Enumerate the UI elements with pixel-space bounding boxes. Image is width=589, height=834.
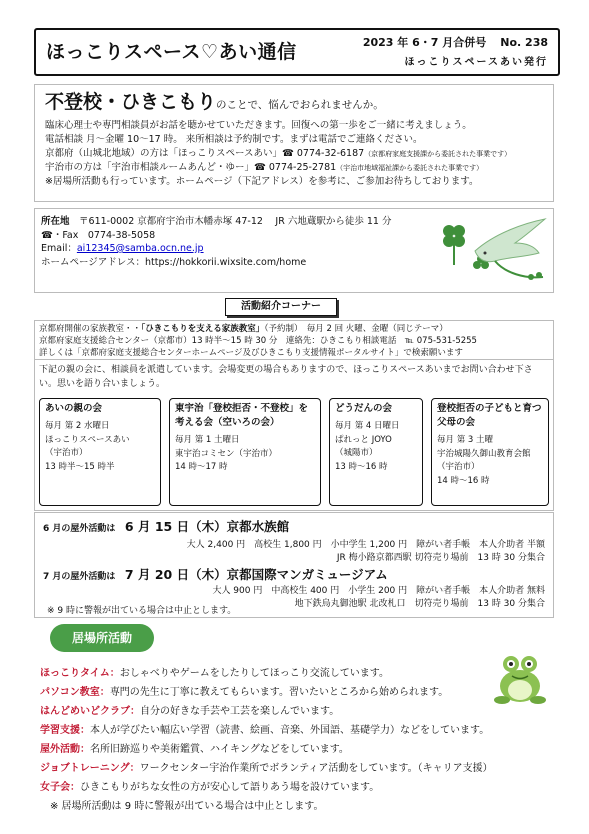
july-outing-fee: 大人 900 円 中高校生 400 円 小学生 200 円 障がい者手帳 本人介助者 無料 [212, 586, 545, 596]
ibasho-note: ※ 居場所活動は 9 時に警報が出ている場合は中止とします。 [50, 801, 324, 812]
address-box [34, 208, 554, 293]
family-class-body [39, 323, 477, 359]
publisher: ほっこりスペースあい発行 [404, 57, 548, 68]
activity-section-title: 活動紹介コーナー [225, 298, 337, 316]
june-outing-heading: 6 月の屋外活動は 6 月 15 日（木）京都水族館 [43, 519, 290, 534]
homepage-line[interactable]: ホームページアドレス：https://hokkorii.wixsite.com/home [41, 256, 307, 268]
ibasho-item-key: ジョブトレーニング： [40, 763, 140, 774]
ibasho-item: ほっこりタイム：おしゃべりやゲームをしたりしてほっこり交流しています。 [40, 668, 390, 679]
address-label: 所在地 [41, 216, 70, 227]
group-card [431, 398, 549, 506]
ibasho-list [40, 664, 493, 816]
outdoor-activities-box [34, 512, 554, 618]
ibasho-item-key: パソコン教室： [40, 687, 110, 698]
ibasho-item: ジョブトレーニング：ワークセンター宇治作業所でボランティア活動をしています。（キャリア支援） [40, 763, 493, 774]
dove-clover-icon [435, 213, 553, 291]
intro-line-kyoto: 京都府（山城北地域）の方は「ほっこりスペースあい」☎ 0774-32-6187（京都府家庭支援課から委託された事業です） [45, 148, 512, 159]
family-class-box [34, 320, 554, 360]
issue-number: No. 238 [500, 36, 548, 49]
issue-date: 2023 年 6・7 月合併号 [362, 36, 487, 49]
ibasho-item-key: 女子会： [40, 782, 80, 793]
ibasho-item: 女子会：ひきこもりがちな女性の方が安心して語りあう場を設けています。 [40, 782, 380, 793]
intro-big-text: 不登校・ひきこもり [45, 91, 217, 113]
intro-note: （京都府家庭支援課から委託された事業です） [364, 150, 512, 158]
family-class-line: 京都府家庭支援総合センター（京都市）13 時半～15 時 30 分 連絡先：ひきこもり相談電話 ℡ 075-531-5255 [39, 336, 477, 346]
telfax-line: ☎・Fax 0774-38-5058 [41, 229, 156, 241]
group-card [169, 398, 321, 506]
intro-line-uji: 宇治市の方は「宇治市相談ルームあんど・ゆー」☎ 0774-25-2781（宇治市地域福祉課から委託された事業です） [45, 162, 484, 173]
june-outing-fee: 大人 2,400 円 高校生 1,800 円 小中学生 1,200 円 障がい者手帳 本人介助者 半額 [186, 540, 545, 550]
newsletter-header [34, 28, 560, 76]
group-card-body: 毎月 第 4 日曜日 ぱれっと JOYO （城陽市） 13 時～16 時 [335, 421, 400, 472]
intro-note: （宇治市地域福祉課から委託された事業です） [336, 164, 484, 172]
intro-line: 臨床心理士や専門相談員がお話を聴かせていただきます。回復への第一歩をご一緒に考えましょう。 [45, 120, 472, 131]
ibasho-item: パソコン教室：専門の先生に丁寧に教えてもらいます。習いたいところから始められます。 [40, 687, 449, 698]
parent-groups-box [34, 359, 554, 511]
group-card [329, 398, 423, 506]
outdoor-note: ※ 9 時に警報が出ている場合は中止とします。 [47, 606, 237, 616]
ibasho-item-key: はんどめいどクラブ： [40, 706, 140, 717]
group-card-title: あいの親の会 [45, 403, 103, 414]
ibasho-item-key: ほっこりタイム： [40, 668, 120, 679]
ibasho-item-key: 学習支援： [40, 725, 90, 736]
ibasho-item-key: 屋外活動： [40, 744, 90, 755]
group-card-title: 登校拒否の子どもと育つ父母の会 [437, 403, 542, 428]
issue-info [363, 36, 548, 51]
intro-box [34, 84, 554, 202]
group-card-body: 毎月 第 2 水曜日 ほっこりスペースあい （宇治市） 13 時半～15 時半 [45, 421, 130, 472]
address-body [41, 215, 391, 269]
frog-icon [490, 650, 550, 708]
intro-headline [45, 89, 511, 119]
family-class-line: 詳しくは「京都府家庭支援総合センターホームページ及びひきこもり支援情報ポータルサイト」で検索願います [39, 348, 463, 358]
june-outing-place: 京都水族館 [226, 519, 290, 534]
june-outing-date: 6 月 15 日（木） [124, 519, 227, 534]
group-card-body: 毎月 第 3 土曜 宇治城陽久御山教育会館 （宇治市） 14 時～16 時 [437, 435, 531, 486]
address-line: 所在地 〒611-0002 京都府宇治市木幡赤塚 47-12 JR 六地蔵駅から徒歩 11 分 [41, 216, 392, 227]
newsletter-title: ほっこりスペース♡あい通信 [46, 41, 297, 63]
june-outing-meet: JR 梅小路京都西駅 切符売り場前 13 時 30 分集合 [336, 553, 545, 563]
email-line: Email：ai12345@samba.ocn.ne.jp [41, 243, 204, 254]
intro-line: ※居場所活動も行っています。ホームページ（下記アドレス）を参考に、ご参加お待ちしております。 [45, 176, 479, 187]
group-card-title: 東宇治「登校拒否・不登校」を考える会（空いろの会） [175, 403, 309, 428]
intro-body [45, 89, 511, 189]
july-outing-meet: 地下鉄烏丸御池駅 北改札口 切符売り場前 13 時 30 分集合 [294, 599, 545, 609]
july-outing-date: 7 月 20 日（木） [124, 567, 227, 582]
ibasho-item: 学習支援：本人が学びたい幅広い学習（読書、絵画、音楽、外国語、基礎学力）などをしています。 [40, 725, 490, 736]
ibasho-item: 屋外活動：名所旧跡巡りや美術鑑賞、ハイキングなどをしています。 [40, 744, 349, 755]
family-class-line: 京都府開催の家族教室・・「ひきこもりを支える家族教室」（予約制） 毎月 2 回 火曜、金曜（同じテーマ） [39, 324, 448, 334]
july-outing-heading: 7 月の屋外活動は 7 月 20 日（木）京都国際マンガミュージアム [43, 567, 388, 582]
group-card-body: 毎月 第 1 土曜日 東宇治コミセン（宇治市） 14 時～17 時 [175, 435, 278, 472]
group-card [39, 398, 161, 506]
july-outing-place: 京都国際マンガミュージアム [226, 567, 388, 582]
group-card-title: どうだんの会 [335, 403, 393, 414]
parent-groups-intro: 下記の親の会に、相談員を派遣しています。会場変更の場合もありますので、ほっこりスペースあいまでお問い合わせ下さい。思いを語り合いましょう。 [39, 365, 533, 389]
ibasho-item: はんどめいどクラブ：自分の好きな手芸や工芸を楽しんでいます。 [40, 706, 340, 717]
ibasho-section-title: 居場所活動 [50, 624, 154, 652]
intro-tail-text: のことで、悩んでおられませんか。 [216, 99, 384, 111]
intro-line: 電話相談 月～金曜 10～17 時。 来所相談は予約制です。まずは電話でご連絡ください。 [45, 134, 423, 145]
email-link[interactable]: ai12345@samba.ocn.ne.jp [76, 243, 204, 254]
